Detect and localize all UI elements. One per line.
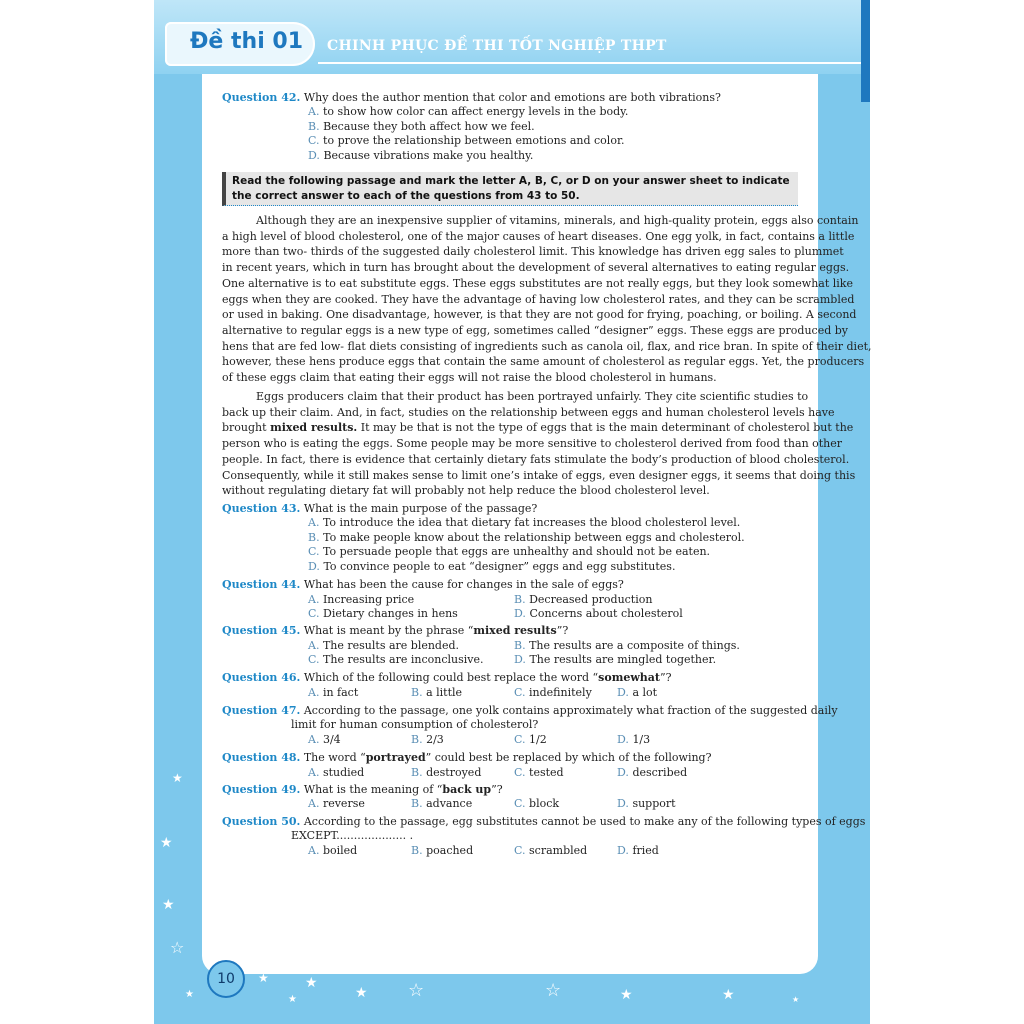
book-subtitle: CHINH PHỤC ĐỀ THI TỐT NGHIỆP THPT <box>327 38 667 54</box>
edge-accent-bar <box>861 0 870 102</box>
option-d[interactable]: D. 1/3 <box>617 733 651 746</box>
option-d[interactable]: D. To convince people to eat “designer” eggs and egg substitutes. <box>308 560 676 573</box>
option-a[interactable]: A. Increasing price <box>308 593 415 606</box>
question-text-continued: limit for human consumption of cholesterol? <box>291 718 539 731</box>
exam-title: Đề thi 01 <box>190 29 304 54</box>
option-b[interactable]: B. Decreased production <box>514 593 653 606</box>
question-47 <box>222 704 838 718</box>
question-42 <box>222 91 721 105</box>
star-icon: ★ <box>355 985 368 1001</box>
option-d[interactable]: D. Because vibrations make you healthy. <box>308 149 534 162</box>
star-icon: ★ <box>160 835 173 851</box>
question-label: Question 50. <box>222 815 301 828</box>
option-a[interactable]: A. To introduce the idea that dietary fat increases the blood cholesterol level. <box>308 516 741 529</box>
highlighted-phrase: mixed results. <box>270 421 358 435</box>
option-a[interactable]: A. boiled <box>308 844 358 857</box>
star-icon: ★ <box>620 987 633 1003</box>
option-c[interactable]: C. 1/2 <box>514 733 547 746</box>
option-d[interactable]: D. support <box>617 797 676 810</box>
option-b[interactable]: B. 2/3 <box>411 733 444 746</box>
option-b[interactable]: B. Because they both affect how we feel. <box>308 120 535 133</box>
page-number: 10 <box>207 960 245 998</box>
question-label: Question 49. <box>222 783 301 796</box>
option-d[interactable]: D. The results are mingled together. <box>514 653 717 666</box>
passage-paragraph-1: Although they are an inexpensive supplier of vitamins, minerals, and high-quality protein, eggs also contain a high level of blood cholesterol, one of the major causes of heart diseases. One egg yolk, in fact, contains a little more than two- thirds of the suggested daily cholesterol limit. This knowledge has driven egg sales to plummet in recent years, which in turn has brought about the development of several alternatives to eating regular eggs. One alternative is to eat substitute eggs. These eggs substitutes are not really eggs, but they look somewhat like eggs when they are cooked. They have the advantage of having low cholesterol rates, and they can be scrambled or used in baking. One disadvantage, however, is that they are not good for frying, poaching, or boiling. A second alternative to regular eggs is a new type of egg, sometimes called “designer” eggs. These eggs are produced by hens that are fed low- flat diets consisting of ingredients such as canola oil, flax, and rice bran. In spite of their diet, however, these hens produce eggs that contain the same amount of cholesterol as regular eggs. Yet, the producers of these eggs claim that eating their eggs will not raise the blood cholesterol in humans. <box>222 214 872 385</box>
question-text: According to the passage, egg substitutes cannot be used to make any of the following types of eggs <box>303 815 866 828</box>
option-c[interactable]: C. scrambled <box>514 844 588 857</box>
question-label: Question 45. <box>222 624 301 637</box>
option-c[interactable]: C. The results are inconclusive. <box>308 653 484 666</box>
option-a[interactable]: A. to show how color can affect energy levels in the body. <box>308 105 629 118</box>
option-c[interactable]: C. to prove the relationship between emotions and color. <box>308 134 625 147</box>
star-icon: ☆ <box>408 980 425 1001</box>
question-label: Question 43. <box>222 502 301 515</box>
star-icon: ★ <box>258 971 269 985</box>
option-a[interactable]: A. The results are blended. <box>308 639 460 652</box>
option-d[interactable]: D. fried <box>617 844 659 857</box>
passage-paragraph-2: Eggs producers claim that their product has been portrayed unfairly. They cite scientific studies to back up their claim. And, in fact, studies on the relationship between eggs and human cholesterol levels have brought mixed results. It may be that is not the type of eggs that is the main determinant of cholesterol but the person who is eating the eggs. Some people may be more sensitive to cholesterol derived from food than other people. In fact, there is evidence that certainly dietary fats stimulate the body’s production of blood cholesterol. Consequently, while it still makes sense to limit one’s intake of eggs, even designer eggs, it seems that doing this without regulating dietary fat will probably not help reduce the blood cholesterol level. <box>222 390 856 498</box>
question-43 <box>222 502 537 516</box>
question-46: Question 46. Which of the following could best replace the word “somewhat”? <box>222 671 672 684</box>
option-c[interactable]: C. Dietary changes in hens <box>308 607 458 620</box>
question-text: According to the passage, one yolk contains approximately what fraction of the suggested daily <box>303 704 838 717</box>
star-icon: ★ <box>305 975 318 991</box>
option-b[interactable]: B. poached <box>411 844 474 857</box>
option-c[interactable]: C. To persuade people that eggs are unhealthy and should not be eaten. <box>308 545 711 558</box>
option-a[interactable]: A. in fact <box>308 686 359 699</box>
question-50 <box>222 815 865 829</box>
star-icon: ★ <box>288 994 297 1005</box>
star-icon: ★ <box>722 987 735 1003</box>
option-c[interactable]: C. indefinitely <box>514 686 592 699</box>
question-text: Why does the author mention that color and emotions are both vibrations? <box>303 91 721 104</box>
question-text-continued: EXCEPT.................... . <box>291 829 414 842</box>
option-a[interactable]: A. studied <box>308 766 365 779</box>
option-a[interactable]: A. 3/4 <box>308 733 341 746</box>
option-b[interactable]: B. destroyed <box>411 766 482 779</box>
star-icon: ★ <box>792 995 800 1004</box>
header-divider <box>318 62 863 64</box>
star-icon: ★ <box>162 897 175 913</box>
question-label: Question 47. <box>222 704 301 717</box>
star-icon: ☆ <box>545 980 562 1001</box>
option-a[interactable]: A. reverse <box>308 797 365 810</box>
question-44 <box>222 578 624 592</box>
option-b[interactable]: B. advance <box>411 797 473 810</box>
question-label: Question 46. <box>222 671 301 684</box>
instruction-text: Read the following passage and mark the letter A, B, C, or D on your answer sheet to indicate the correct answer to each of the questions from 43 to 50. <box>232 175 790 202</box>
question-label: Question 44. <box>222 578 301 591</box>
option-b[interactable]: B. a little <box>411 686 463 699</box>
option-d[interactable]: D. Concerns about cholesterol <box>514 607 683 620</box>
question-text: What has been the cause for changes in the sale of eggs? <box>303 578 624 591</box>
star-icon: ★ <box>172 771 183 785</box>
star-icon: ☆ <box>170 938 185 957</box>
question-text: What is the main purpose of the passage? <box>303 502 538 515</box>
question-49: Question 49. What is the meaning of “back up”? <box>222 783 503 796</box>
option-d[interactable]: D. described <box>617 766 688 779</box>
question-48: Question 48. The word “portrayed” could best be replaced by which of the following? <box>222 751 712 764</box>
option-c[interactable]: C. block <box>514 797 560 810</box>
option-c[interactable]: C. tested <box>514 766 564 779</box>
option-b[interactable]: B. To make people know about the relationship between eggs and cholesterol. <box>308 531 745 544</box>
question-label: Question 42. <box>222 91 301 104</box>
question-45: Question 45. What is meant by the phrase “mixed results”? <box>222 624 569 637</box>
option-b[interactable]: B. The results are a composite of things. <box>514 639 740 652</box>
star-icon: ★ <box>185 989 194 1000</box>
option-d[interactable]: D. a lot <box>617 686 658 699</box>
question-label: Question 48. <box>222 751 301 764</box>
